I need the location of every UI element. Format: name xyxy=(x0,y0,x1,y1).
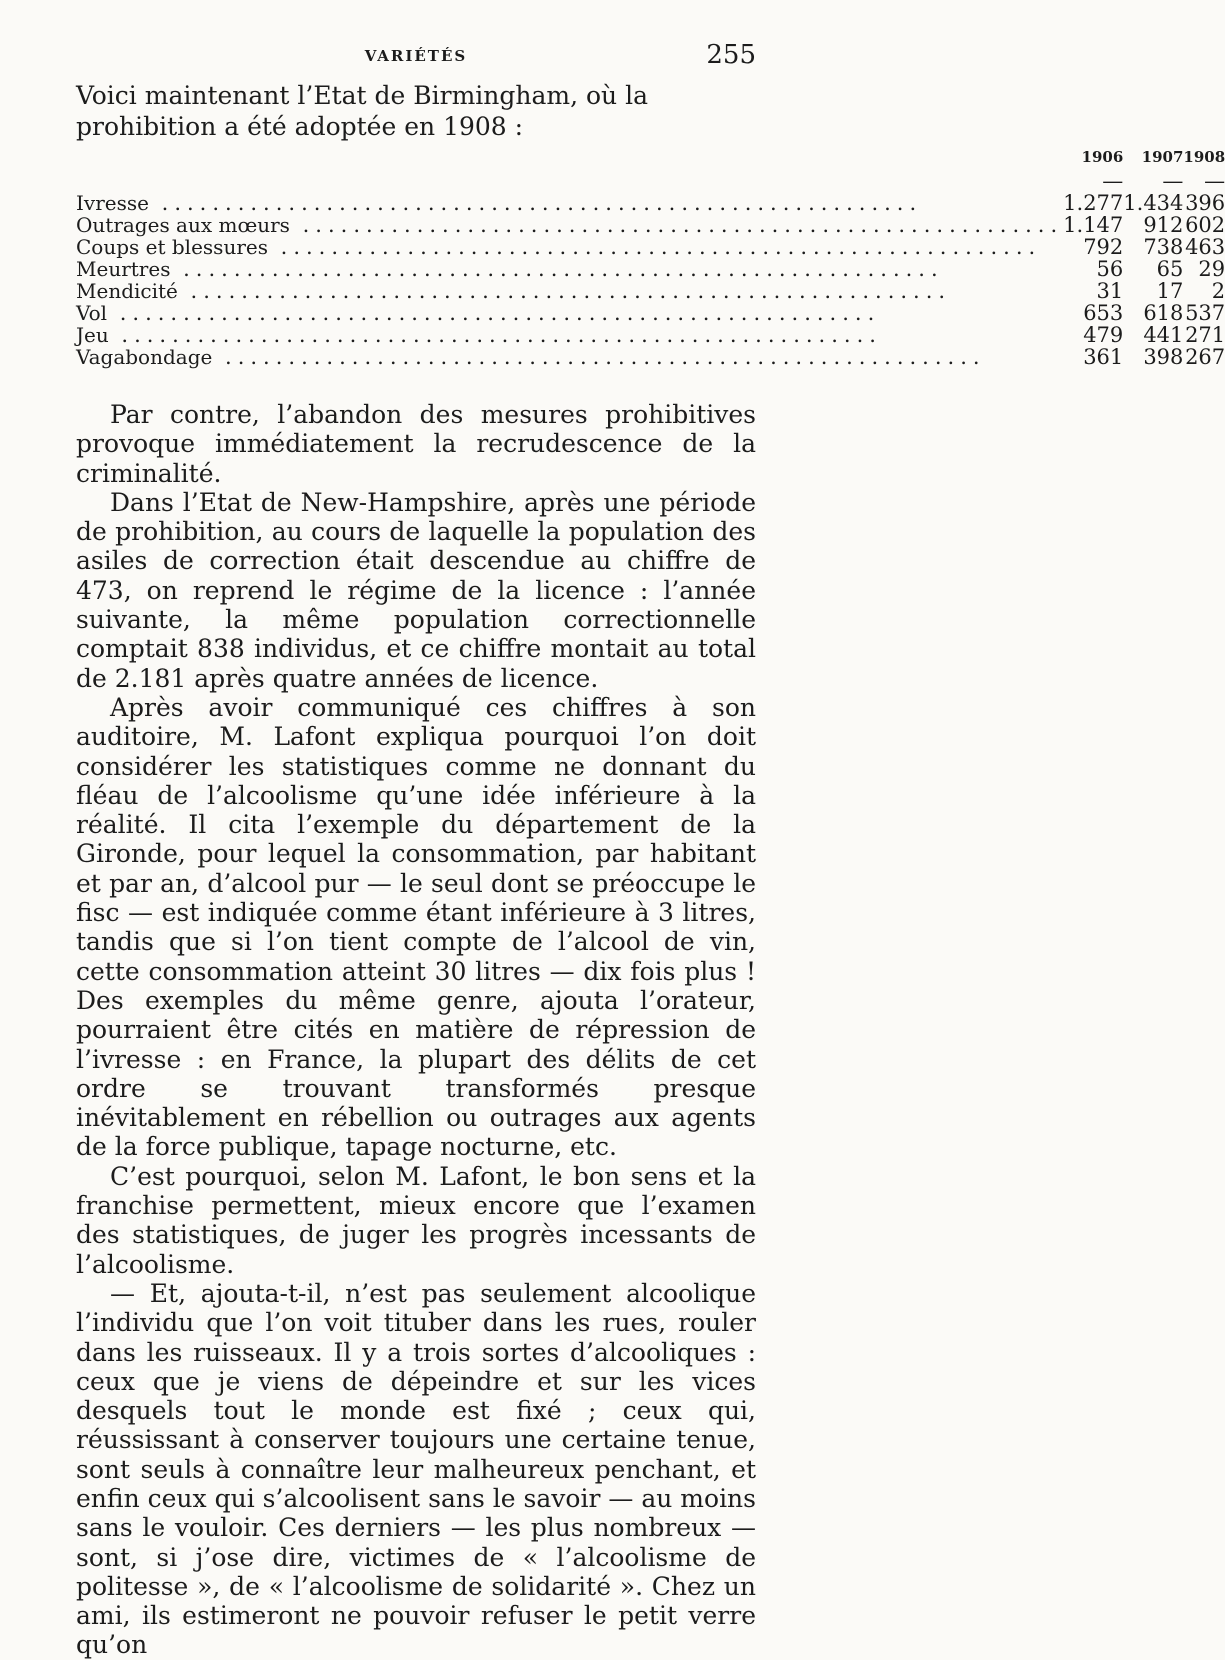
table-row xyxy=(76,214,1225,236)
paragraph: — Et, ajouta-t-il, n’est pas seulement alcoolique l’individu que l’on voit tituber dans les rues, rouler dans les ruisseaux. Il y a trois sortes d’alcooliques : ceux que je viens de dépeindre et sur les vices desquels tout le monde est fixé ; ceux qui, réussissant à conserver toujours une certaine tenue, sont seuls à connaître leur malheureux penchant, et enfin ceux qui s’alcoolisent sans le savoir — au moins sans le vouloir. Ces derniers — les plus nombreux — sont, si j’ose dire, victimes de « l’alcoolisme de politesse », de « l’alcoolisme de solidarité ». Chez un ami, ils estimeront ne pouvoir refuser le petit verre qu’on xyxy=(76,1278,756,1660)
value-1908: 396 xyxy=(1185,191,1225,215)
paragraph: Par contre, l’abandon des mesures prohibitives provoque immédiatement la recrudescence de la criminalité. xyxy=(76,400,756,488)
leader-dots: ............................................................ xyxy=(108,323,882,347)
value-1906: 792 xyxy=(1083,235,1124,259)
row-label-cell xyxy=(76,258,1063,280)
value-1908: 2 xyxy=(1211,279,1225,303)
value-1906: 653 xyxy=(1083,301,1124,325)
table-row xyxy=(76,280,1225,302)
row-label: Ivresse xyxy=(76,191,149,215)
leader-dots: ............................................................ xyxy=(289,213,1064,237)
row-label-cell xyxy=(76,302,1063,324)
dash: — xyxy=(1162,169,1184,193)
leader-dots: ............................................................ xyxy=(170,257,944,281)
year-header-row xyxy=(76,144,1225,170)
leader-dots: ............................................................ xyxy=(212,345,986,369)
row-label: Vol xyxy=(76,301,108,325)
section-title: VARIÉTÉS xyxy=(364,47,468,65)
running-head xyxy=(76,40,756,70)
table-row xyxy=(76,324,1225,346)
dash-blank xyxy=(76,170,1063,192)
dash-row xyxy=(76,170,1225,192)
table-row xyxy=(76,302,1225,324)
paragraph: C’est pourquoi, selon M. Lafont, le bon sens et la franchise permettent, mieux encore que l’examen des statistiques, de juger les progrès incessants de l’alcoolisme. xyxy=(76,1161,756,1279)
dash: — xyxy=(1102,169,1124,193)
value-1906: 1.277 xyxy=(1063,191,1124,215)
leader-dots: ............................................................ xyxy=(107,301,881,325)
row-label-cell xyxy=(76,214,1063,236)
value-1906: 1.147 xyxy=(1063,213,1124,237)
table-row xyxy=(76,346,1225,368)
row-label: Mendicité xyxy=(76,279,178,303)
crime-statistics-table xyxy=(76,144,1225,368)
leader-dots: ............................................................ xyxy=(177,279,952,303)
value-1908: 463 xyxy=(1185,235,1225,259)
value-1908: 29 xyxy=(1198,257,1225,281)
table-row xyxy=(76,258,1225,280)
row-label: Jeu xyxy=(76,323,109,347)
leader-dots: ............................................................ xyxy=(267,235,1042,259)
value-1906: 479 xyxy=(1083,323,1124,347)
value-1907: 441 xyxy=(1143,323,1184,347)
value-1906: 361 xyxy=(1083,345,1124,369)
row-label-cell xyxy=(76,192,1063,214)
value-1907: 1.434 xyxy=(1123,191,1184,215)
row-label-cell xyxy=(76,324,1063,346)
header-blank xyxy=(76,144,1063,170)
value-1908: 271 xyxy=(1185,323,1225,347)
value-1907: 398 xyxy=(1143,345,1184,369)
body-text xyxy=(76,400,756,1660)
value-1907: 738 xyxy=(1143,235,1184,259)
paragraph: Dans l’Etat de New-Hampshire, après une période de prohibition, au cours de laquelle la population des asiles de correction était descendue au chiffre de 473, on reprend le régime de la licence : l’année suivante, la même population correctionnelle comptait 838 individus, et ce chiffre montait au total de 2.181 après quatre années de licence. xyxy=(76,487,756,693)
table-row xyxy=(76,192,1225,214)
value-1907: 618 xyxy=(1143,301,1184,325)
paragraph: Après avoir communiqué ces chiffres à son auditoire, M. Lafont expliqua pourquoi l’on doit considérer les statistiques comme ne donnant du fléau de l’alcoolisme qu’une idée inférieure à la réalité. Il cita l’exemple du département de la Gironde, pour lequel la consommation, par habitant et par an, d’alcool pur — le seul dont se préoccupe le fisc — est indiquée comme étant inférieure à 3 litres, tandis que si l’on tient compte de l’alcool de vin, cette consommation atteint 30 litres — dix fois plus ! Des exemples du même genre, ajouta l’orateur, pourraient être cités en matière de répression de l’ivresse : en France, la plupart des délits de cet ordre se trouvant transformés presque inévitablement en rébellion ou outrages aux agents de la force publique, tapage nocturne, etc. xyxy=(76,692,756,1162)
page-number: 255 xyxy=(706,40,756,70)
value-1908: 267 xyxy=(1185,345,1225,369)
year-header: 1906 xyxy=(1081,148,1124,166)
row-label-cell xyxy=(76,236,1063,258)
row-label-cell xyxy=(76,346,1063,368)
row-label: Meurtres xyxy=(76,257,171,281)
row-label: Coups et blessures xyxy=(76,235,268,259)
value-1906: 31 xyxy=(1096,279,1124,303)
value-1908: 602 xyxy=(1185,213,1225,237)
value-1907: 65 xyxy=(1156,257,1184,281)
dash: — xyxy=(1204,169,1225,193)
intro-paragraph: Voici maintenant l’Etat de Birmingham, où la prohibition a été adoptée en 1908 : xyxy=(76,81,649,141)
year-header: 1907 xyxy=(1141,148,1184,166)
year-header: 1908 xyxy=(1183,148,1225,166)
value-1906: 56 xyxy=(1096,257,1124,281)
value-1908: 537 xyxy=(1185,301,1225,325)
value-1907: 17 xyxy=(1156,279,1184,303)
row-label-cell xyxy=(76,280,1063,302)
leader-dots: ............................................................ xyxy=(148,191,923,215)
row-label: Vagabondage xyxy=(76,345,213,369)
value-1907: 912 xyxy=(1143,213,1184,237)
row-label: Outrages aux mœurs xyxy=(76,213,290,237)
table-row xyxy=(76,236,1225,258)
